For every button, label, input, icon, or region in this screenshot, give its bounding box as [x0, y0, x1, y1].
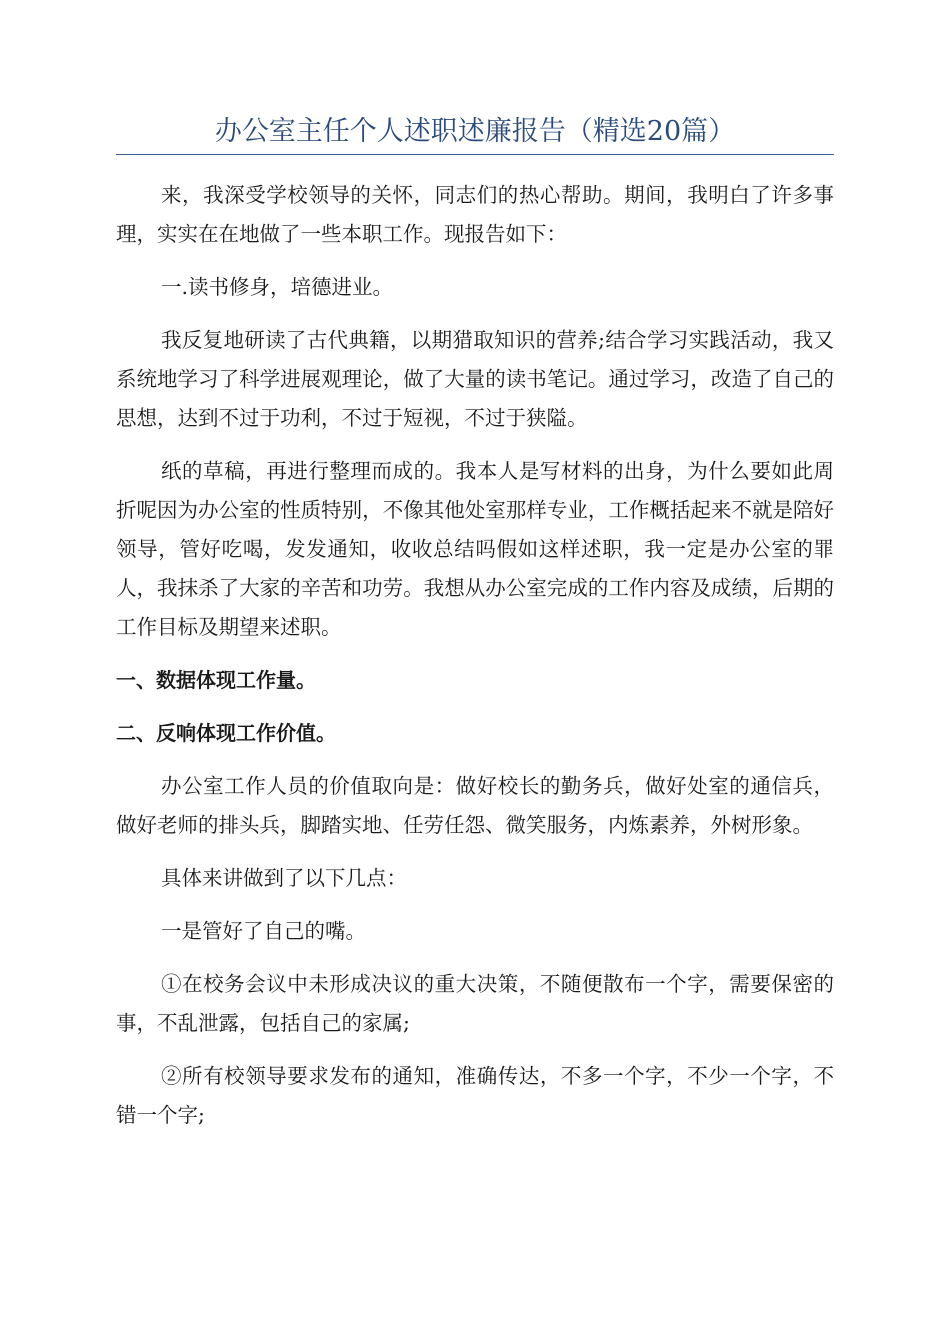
- paragraph-values: 办公室工作人员的价值取向是：做好校长的勤务兵，做好处室的通信兵，做好老师的排头兵，脚踏实地、任劳任怨、微笑服务，内炼素养，外树形象。: [116, 774, 834, 837]
- paragraph-study: 我反复地研读了古代典籍，以期猎取知识的营养;结合学习实践活动，我又系统地学习了科学进展观理论，做了大量的读书笔记。通过学习，改造了自己的思想，达到不过于功利，不过于短视，不过于狭隘。: [116, 328, 834, 430]
- paragraph-item-2: ②所有校领导要求发布的通知，准确传达，不多一个字，不少一个字，不错一个字;: [116, 1064, 834, 1127]
- paragraph-item-1: ①在校务会议中未形成决议的重大决策，不随便散布一个字，需要保密的事，不乱泄露，包括自己的家属;: [116, 972, 834, 1035]
- heading-value: 二、反响体现工作价值。: [116, 721, 336, 745]
- paragraph-point-one: 一是管好了自己的嘴。: [161, 919, 366, 943]
- page-title: 办公室主任个人述职述廉报告（精选20篇）: [214, 116, 736, 147]
- document-body: [116, 176, 834, 1149]
- heading-workload: 一、数据体现工作量。: [116, 668, 316, 692]
- paragraph-section-reading: 一.读书修身，培德进业。: [161, 275, 394, 299]
- title-underline: [116, 154, 834, 155]
- paragraph-draft: 纸的草稿，再进行整理而成的。我本人是写材料的出身，为什么要如此周折呢因为办公室的性质特别，不像其他处室那样专业，工作概括起来不就是陪好领导，管好吃喝，发发通知，收收总结吗假如这样述职，我一定是办公室的罪人，我抹杀了大家的辛苦和功劳。我想从办公室完成的工作内容及成绩，后期的工作目标及期望来述职。: [116, 459, 834, 639]
- paragraph-points-intro: 具体来讲做到了以下几点：: [161, 866, 407, 890]
- paragraph-intro: 来，我深受学校领导的关怀，同志们的热心帮助。期间，我明白了许多事理，实实在在地做了一些本职工作。现报告如下：: [116, 183, 834, 246]
